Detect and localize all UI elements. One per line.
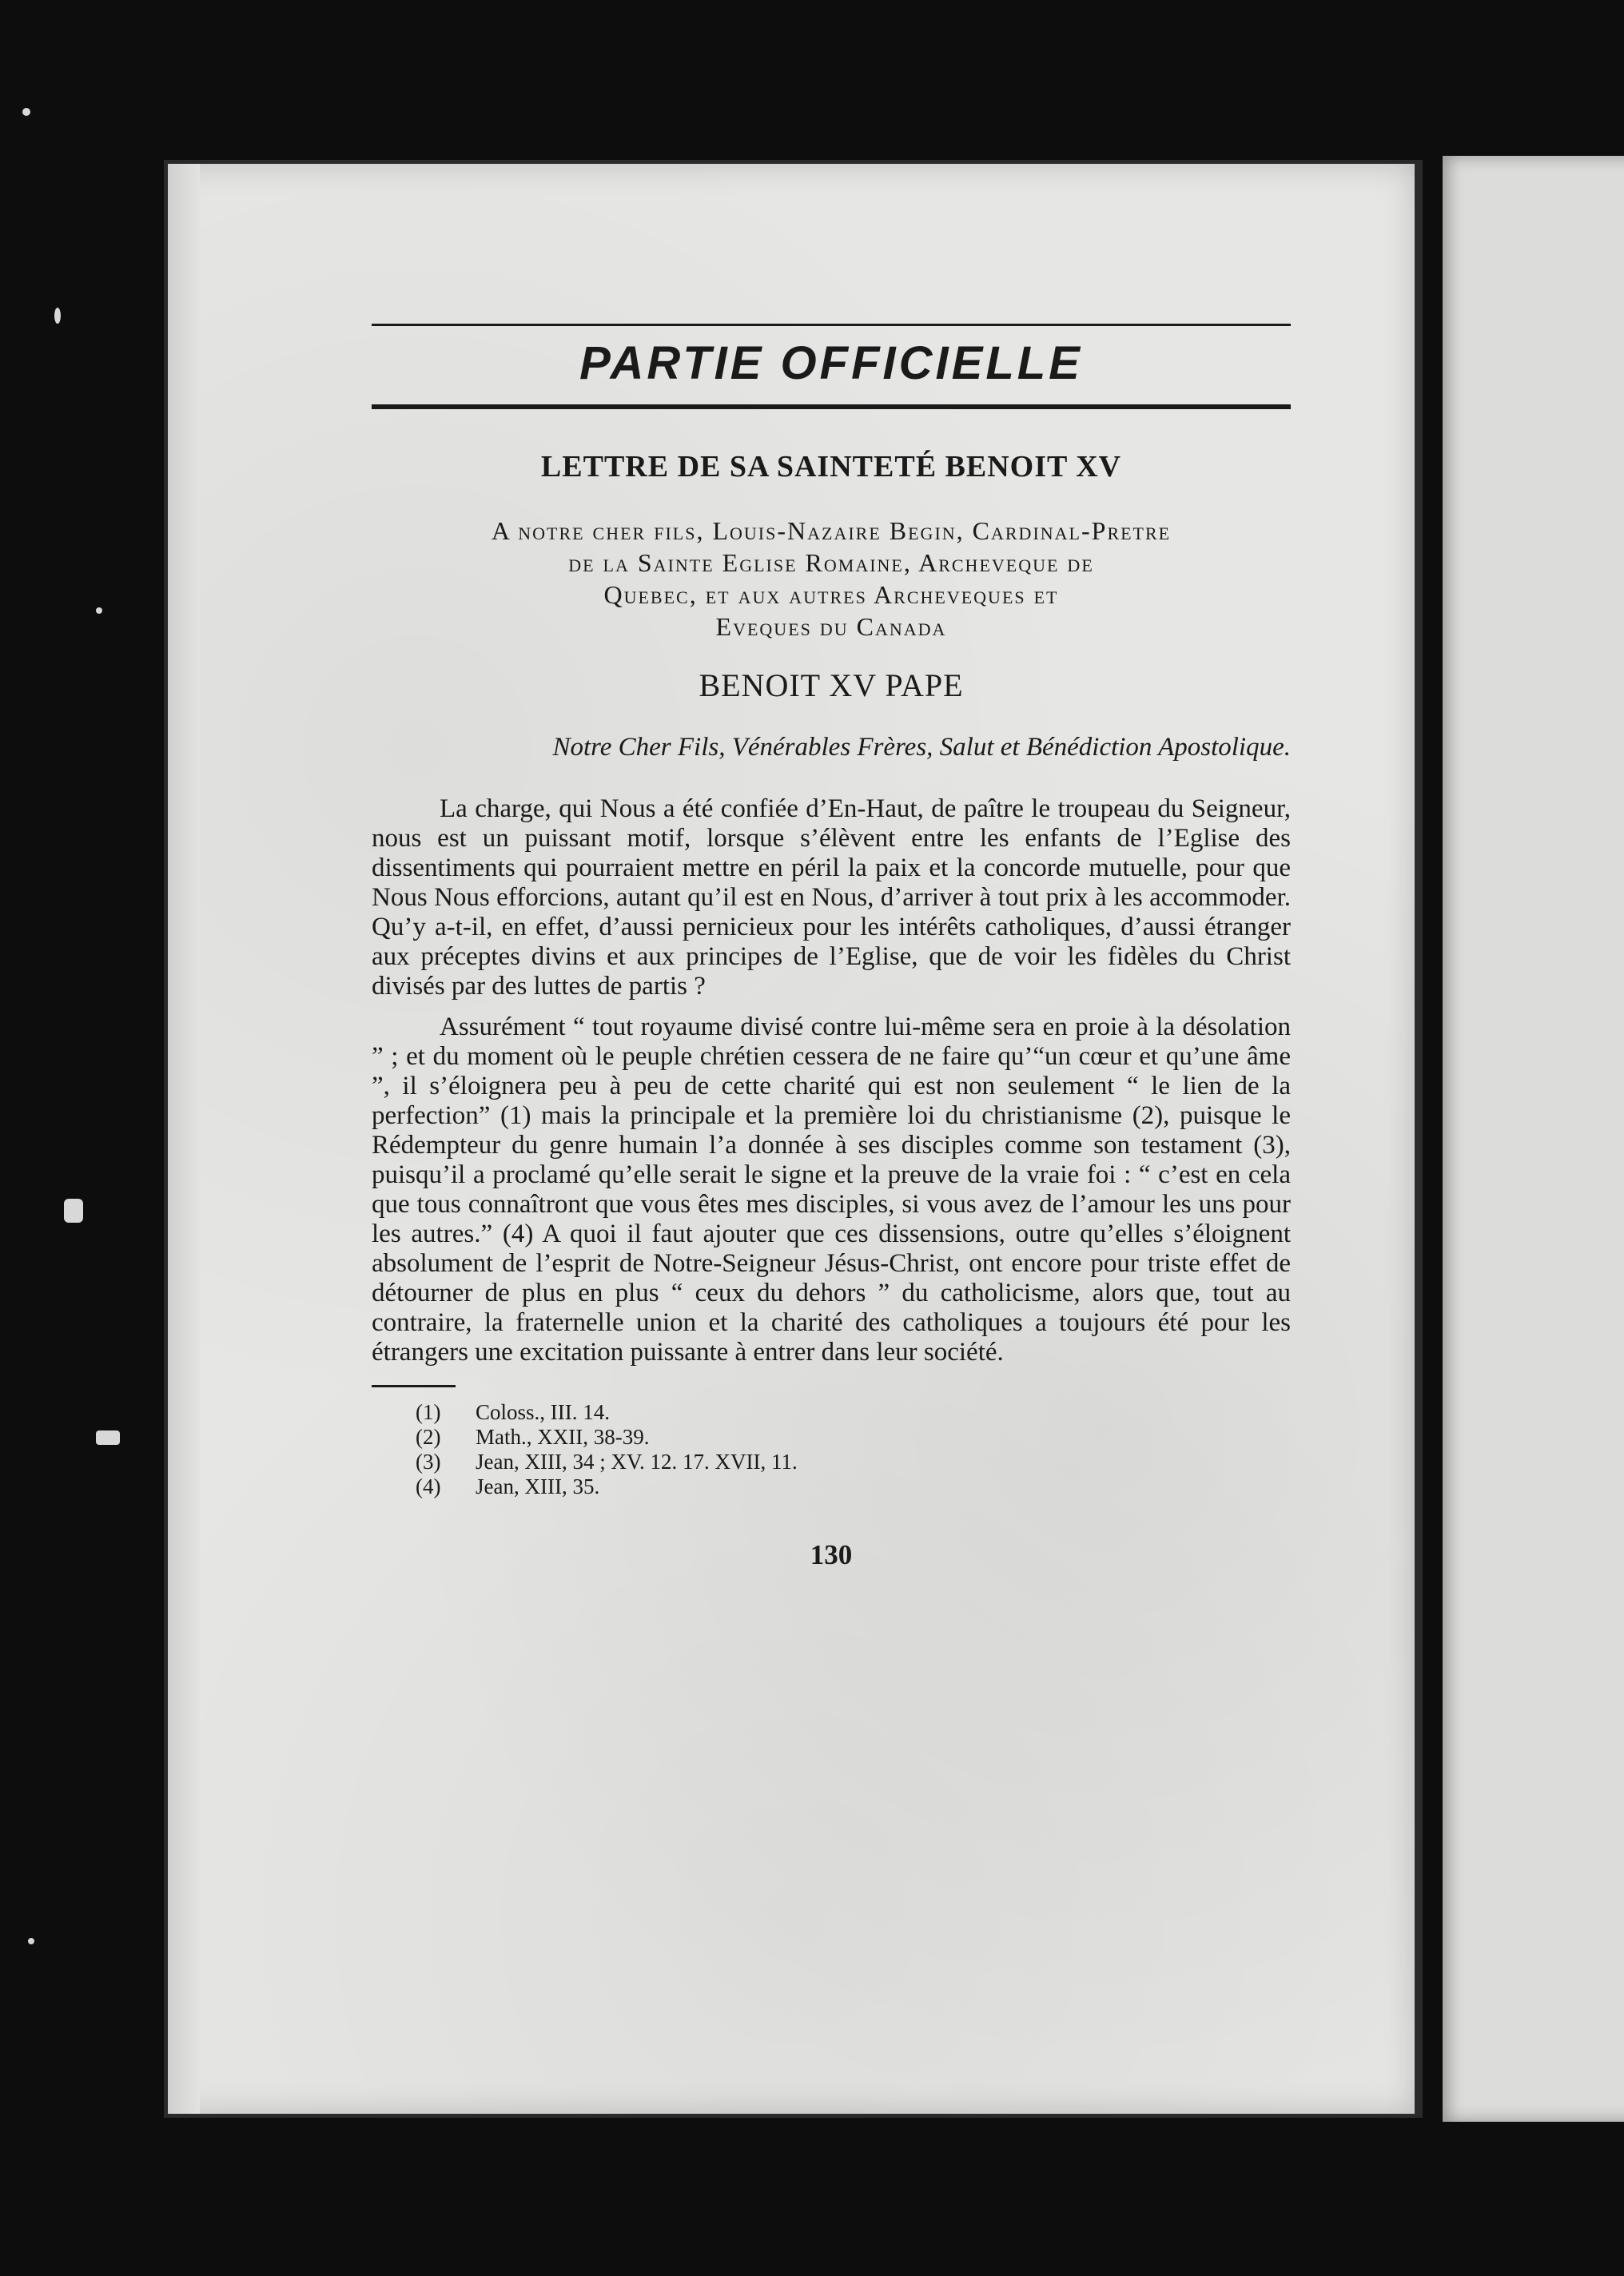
footnote [416, 1400, 1291, 1425]
footnote [416, 1474, 1291, 1499]
address-line: Quebec, et aux autres Archeveques et [603, 580, 1059, 609]
body-paragraph: La charge, qui Nous a été confiée d’En-Haut, de paître le troupeau du Seigneur, nous est un puissant motif, lorsque s’élèvent entre les enfants de l’Eglise des dissentiments qui pourraient mettre en péril la paix et la concorde mutuelle, pour que Nous Nous efforcions, autant qu’il est en Nous, d’arriver à tout prix à les accommoder. Qu’y a-t-il, en effet, d’aussi pernicieux pour les intérêts catholiques, d’aussi étranger aux préceptes divins et aux principes de l’Eglise, que de voir les fidèles du Christ divisés par des luttes de partis ? [372, 794, 1291, 1001]
scan-speck [64, 1199, 83, 1223]
section-title: PARTIE OFFICIELLE [579, 337, 1083, 389]
footnote [416, 1425, 1291, 1450]
scan-speck [96, 1430, 120, 1445]
footnote-text: Coloss., III. 14. [476, 1400, 610, 1424]
footnote-rule [372, 1385, 456, 1387]
letter-title: LETTRE DE SA SAINTETÉ BENOIT XV [540, 450, 1122, 483]
footnote-text: Jean, XIII, 34 ; XV. 12. 17. XVII, 11. [476, 1450, 798, 1474]
scan-speck [96, 607, 102, 614]
page-content [372, 324, 1291, 1571]
scan-speck [54, 308, 61, 324]
footnote-text: Math., XXII, 38-39. [476, 1425, 650, 1449]
scan-speck [28, 1938, 34, 1944]
scan-speck [22, 108, 30, 116]
footnote-number: (1) [416, 1400, 441, 1424]
header-rule-bottom [372, 404, 1291, 409]
footnote-number: (3) [416, 1450, 441, 1474]
address-line: Eveques du Canada [715, 612, 947, 641]
page-edge [168, 164, 200, 2114]
footnote-text: Jean, XIII, 35. [476, 1474, 600, 1498]
address-line: A notre cher fils, Louis-Nazaire Begin, Cardinal-Pretre [491, 516, 1172, 545]
letter-address [372, 515, 1291, 643]
pope-line: BENOIT XV PAPE [699, 667, 964, 703]
header-rule-top [372, 324, 1291, 326]
footnote-number: (2) [416, 1425, 441, 1449]
next-page-edge [1443, 156, 1624, 2122]
address-line: de la Sainte Eglise Romaine, Archeveque de [568, 548, 1094, 577]
footnote-number: (4) [416, 1474, 441, 1498]
footnotes [372, 1400, 1291, 1499]
salutation: Notre Cher Fils, Vénérables Frères, Salut et Bénédiction Apostolique. [552, 733, 1291, 762]
page-number: 130 [810, 1539, 853, 1570]
footnote [416, 1450, 1291, 1474]
body-paragraph: Assurément “ tout royaume divisé contre lui-même sera en proie à la désolation ” ; et du moment où le peuple chrétien cessera de ne faire qu’“un cœur et qu’une âme ”, il s’éloignera peu à peu de cette charité qui est non seulement “ le lien de la perfection” (1) mais la principale et la première loi du christianisme (2), puisque le Rédempteur du genre humain l’a donnée à ses disciples comme son testament (3), puisqu’il a proclamé qu’elle serait le signe et la preuve de la vraie foi : “ c’est en cela que tous connaîtront que vous êtes mes disciples, si vous avez de l’amour les uns pour les autres.” (4) A quoi il faut ajouter que ces dissensions, outre qu’elles s’éloignent absolument de l’esprit de Notre-Seigneur Jésus-Christ, ont encore pour triste effet de détourner de plus en plus “ ceux du dehors ” du catholicisme, alors que, tout au contraire, la fraternelle union et la charité des catholiques a toujours été pour les étrangers une excitation puissante à entrer dans leur société. [372, 1013, 1291, 1367]
